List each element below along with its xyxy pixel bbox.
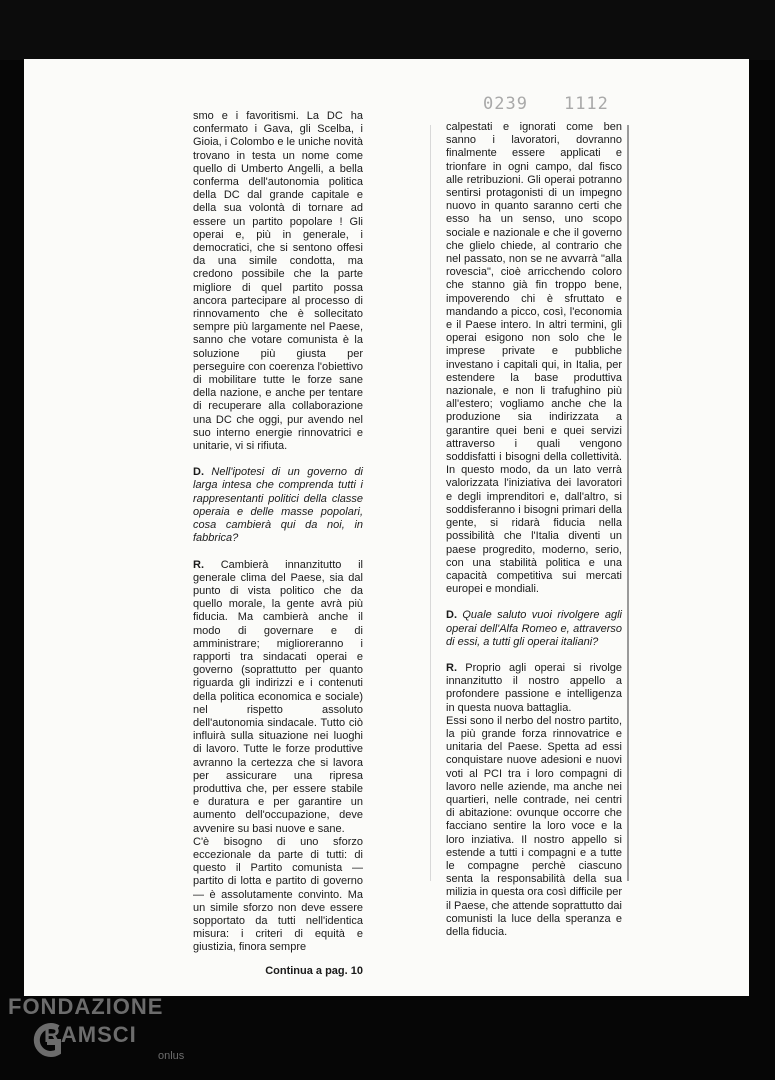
paragraph: calpestati e ignorati come ben sanno i lavoratori, dovranno finalmente essere applicati e trionfare in ogni campo, dal fisco alle retribuzioni. Gli operai potranno sentirsi protagonisti di un impegno nuovo in quanto saranno certi che esso ha un senso, uno scopo sociale e nazionale e che il governo che glielo chiede, al contrario che nel passato, non se ne avvarrà "alla rovescia", cioè arricchendo coloro che stanno già fin troppo bene, impoverendo chi è sfruttato e mandando a picco, così, l'economia e il Paese intero. In altri termini, gli operai esigono non solo che le imprese private e pubbliche investano i capitali qui, in Italia, per estendere la base produttiva nazionale, e non li trafughino più all'estero; vogliamo anche che la produzione sia indirizzata a garantire quei beni e quei servizi attraverso i quali vengono soddisfatti i bisogni della collettività. In questo modo, da un lato verrà valorizzata l'iniziativa dei lavoratori e degli imprenditori e, dall'altro, si soddisferanno i bisogni primari della gente, si ridarà fiducia nella possibilità che l'Italia diventi un paese progredito, moderno, serio, con una stabilità politica e una capacità competitiva sui mercati europei e mondiali. <box>446 121 622 596</box>
answer-text: Proprio agli operai si rivolge innanzitutto il nostro appello a profondere passione e intelligenza in questa nuova battaglia. <box>446 661 622 714</box>
article-right-column <box>446 121 622 939</box>
column-divider-light <box>430 125 431 881</box>
watermark-line1: FONDAZIONE <box>8 994 164 1019</box>
continuation-note: Continua a pag. 10 <box>265 964 363 977</box>
paragraph: Essi sono il nerbo del nostro partito, la più grande forza rinnovatrice e unitaria del Paese. Spetta ad essi conquistare nuove adesioni e nuovi voti al PCI tra i loro compagni di lavoro nelle aziende, ma anche nei quartieri, nelle contrade, nei centri di abitazione: ovunque occorre che facciano sentire la loro voce e la loro inziativa. Il nostro appello si estende a tutti i compagni e a tutte le compagne perchè ciascuno senta la responsabilità della sua milizia in questa ora così difficile per il Paese, che attende soprattutto dai comunisti la luce della speranza e della fiducia. <box>446 714 622 938</box>
stamp-left-number: 0239 <box>483 94 528 114</box>
question <box>446 609 622 649</box>
answer <box>446 662 622 715</box>
article-left-column <box>193 110 363 978</box>
answer-label: R. <box>446 661 457 674</box>
stamp-right-number: 1112 <box>563 94 609 114</box>
question-label: D. <box>193 466 204 479</box>
paragraph: smo e i favoritismi. La DC ha confermato i Gava, gli Scelba, i Gioia, i Colombo e le uniche novità trovano in testa un nome come quello di Umberto Angelli, a bella conferma dell'autonomia politica della DC dal grande capitale e della sua volontà di tornare ad essere un partito popolare ! Gli operai e, più in generale, i democratici, che si sentono offesi da una simile condotta, ma credono possibile che la parte migliore di quel partito possa ancora partecipare al processo di rinnovamento che è sollecitato sempre più largamente nel Paese, sanno che votare comunista è la soluzione più giusta per perseguire con coerenza l'obiettivo di mobilitare tutte le forze sane della nazione, e anche per tentare di recuperare alla collaborazione una DC che oggi, pur avendo nel suo interno energie rinnovatrici e unitarie, vi si rifiuta. <box>193 110 363 453</box>
paragraph: C'è bisogno di uno sforzo eccezionale da parte di tutti: di questo il Partito comunista — partito di lotta e partito di governo — è assolutamente convinto. Ma un simile sforzo non deve essere sopportato da tutti nell'identica misura: i criteri di equità e giustizia, finora sempre <box>193 835 363 954</box>
scan-top-band <box>0 0 775 60</box>
archive-stamp <box>483 94 609 114</box>
question-label: D. <box>446 609 457 622</box>
column-divider <box>627 125 629 881</box>
fondazione-gramsci-watermark <box>8 994 198 1074</box>
document-sheet <box>24 59 749 996</box>
answer-text: Cambierà innanzitutto il generale clima del Paese, sia dal punto di vista politico che da quello morale, la gente avrà più fiducia. Ma cambierà anche il modo di governare e di amministrare; miglioreranno i rapporti tra sindacati operai e governo (soprattutto per quanto riguarda gli indirizzi e i contenuti della politica economica e sociale) nel rispetto assoluto dell'autonomia sindacale. Tutto ciò influirà sulla situazione nei luoghi di lavoro. Tutte le forze produttive avranno la certezza che si lavora per assicurare una ripresa produttiva che, per essere stabile e duratura e per garantire un aumento dell'occupazione, deve avvenire su basi nuove e sane. <box>193 558 363 835</box>
watermark-line2: RAMSCI <box>44 1022 137 1047</box>
question <box>193 466 363 545</box>
answer-label: R. <box>193 558 204 571</box>
answer <box>193 559 363 836</box>
question-text: Nell'ipotesi di un governo di larga intesa che comprenda tutti i rappresentanti politici della classe operaia e delle masse popolari, cosa cambierà qui da noi, in fabbrica? <box>193 466 363 545</box>
question-text: Quale saluto vuoi rivolgere agli operai dell'Alfa Romeo e, attraverso di essi, a tutti gli operai italiani? <box>446 609 622 648</box>
watermark-suffix: onlus <box>158 1050 185 1062</box>
